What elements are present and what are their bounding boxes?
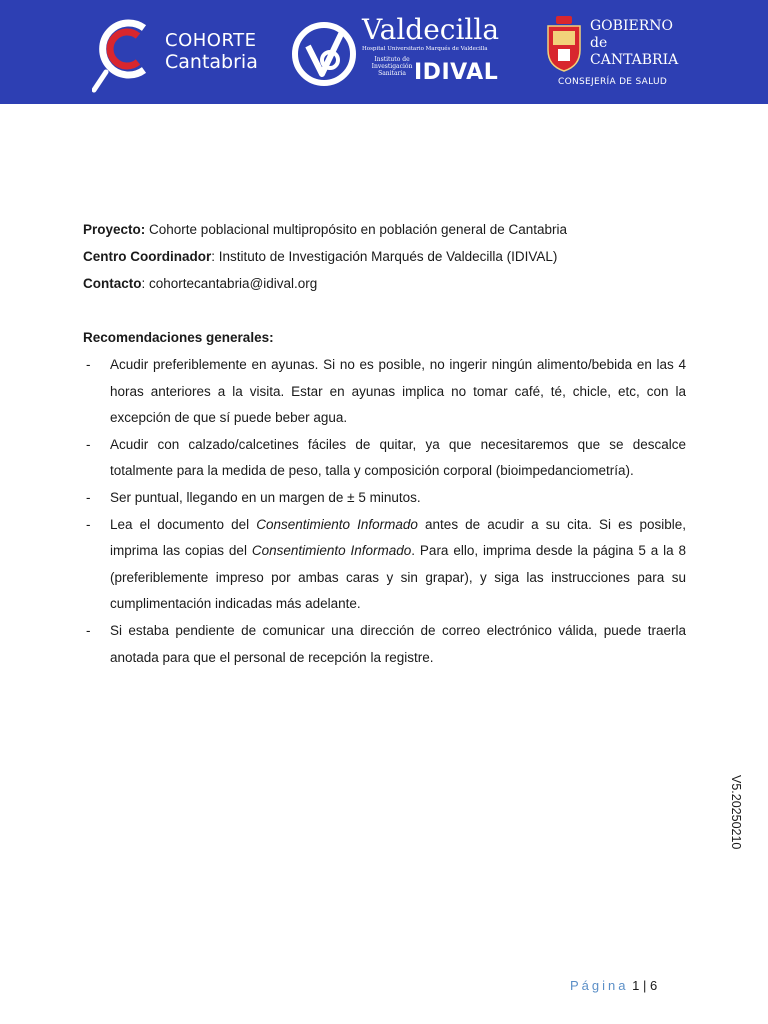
bullet-dash: - (86, 516, 91, 532)
cantabria-wordmark: Cantabria (165, 51, 258, 73)
version-text: V5.20250210 (729, 775, 743, 850)
gobierno-line3: CANTABRIA (590, 52, 679, 68)
center-line (83, 243, 686, 270)
consejeria-salud: CONSEJERÍA DE SALUD (558, 77, 668, 87)
bullet-dash: - (86, 357, 91, 372)
project-line (83, 216, 686, 243)
recommendations-heading: Recomendaciones generales: (83, 330, 274, 345)
list-item-text: Acudir con calzado/calcetines fáciles de quitar, ya que necesitaremos que se descalce totalmente para la medida de peso, talla y composición corporal (bioimpedanciometría). (110, 436, 686, 479)
cohorte-wordmark: COHORTE (165, 30, 257, 51)
center-label: Centro Coordinador (83, 249, 212, 264)
list-item-text: Si estaba pendiente de comunicar una dirección de correo electrónico válida, puede traerla anotada para que el personal de recepción la registre. (110, 622, 686, 665)
total-pages: 6 (649, 978, 658, 993)
center-value: : Instituto de Investigación Marqués de Valdecilla (IDIVAL) (211, 249, 558, 264)
list-item (83, 352, 686, 432)
contact-value: : cohortecantabria@idival.org (141, 276, 318, 291)
project-value: Cohorte poblacional multipropósito en población general de Cantabria (145, 222, 568, 237)
page-footer (570, 978, 657, 993)
list-item-text: Ser puntual, llegando en un margen de ± 5 minutos. (110, 489, 421, 505)
page-separator: | (642, 978, 647, 993)
list-item-text: Lea el documento del Consentimiento Informado antes de acudir a su cita. Si es posible, imprima las copias del Consentimiento Informado. Para ello, imprima desde la página 5 a la 8 (preferiblemente impreso por ambas caras y sin grapar), y siga las instrucciones para su cumplimentación indicadas más adelante. (110, 516, 686, 612)
consent-doc-ref: Consentimiento Informado (256, 516, 418, 532)
consent-doc-ref: Consentimiento Informado (251, 543, 412, 559)
page-word: Página (570, 978, 629, 993)
recommendations-list (83, 352, 686, 671)
gobierno-line1: GOBIERNO (590, 18, 673, 34)
contact-label: Contacto (83, 276, 142, 291)
coat-of-arms-icon (544, 16, 584, 72)
gobierno-line2: de (590, 35, 608, 51)
gobierno-cantabria-logo (544, 14, 684, 94)
valdecilla-idival-logo (292, 13, 512, 92)
idival-wordmark: IDIVAL (414, 60, 499, 85)
list-item (83, 618, 686, 671)
current-page: 1 (632, 978, 640, 993)
bullet-dash: - (86, 436, 91, 452)
bullet-dash: - (86, 622, 91, 638)
contact-line (83, 270, 686, 297)
valdecilla-subtitle: Hospital Universitario Marqués de Valdecilla (362, 46, 488, 52)
magnifier-c-icon (92, 14, 162, 94)
document-body (83, 216, 686, 671)
valdecilla-title: Valdecilla (362, 13, 500, 46)
project-label: Proyecto: (83, 222, 146, 237)
cohorte-cantabria-logo (92, 14, 272, 94)
list-item (83, 432, 686, 485)
list-item-text: Acudir preferiblemente en ayunas. Si no es posible, no ingerir ningún alimento/bebida en las 4 horas anteriores a la visita. Estar en ayunas implica no tomar café, té, chicle, etc, con la excepción de que sí puede beber agua. (110, 357, 686, 426)
list-item (83, 485, 686, 512)
valdecilla-emblem-icon (292, 16, 358, 92)
valdecilla-institute: Instituto de Investigación Sanitaria (371, 56, 413, 77)
bullet-dash: - (86, 489, 91, 505)
header-banner (0, 0, 768, 104)
list-item (83, 512, 686, 618)
